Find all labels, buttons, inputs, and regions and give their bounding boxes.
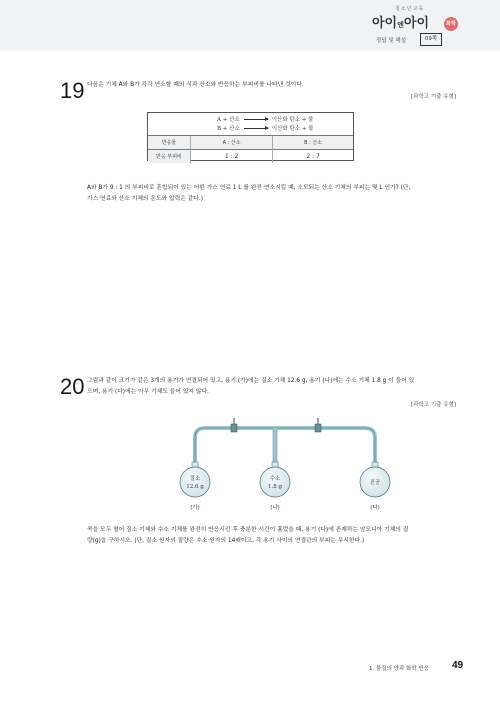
- table-header: B : 산소: [273, 136, 353, 150]
- question-20-text-line2: 으며, 용기 (다)에는 아무 기체도 들어 있지 않다.: [87, 389, 209, 395]
- connected-flasks-diagram: [165, 418, 395, 514]
- table-cell: 2 : 7: [273, 150, 353, 164]
- footer-section-title: 1. 물질의 양과 화학 반응: [369, 666, 430, 672]
- equation-a-left: A + 산소: [217, 117, 240, 123]
- question-19-prompt-line2: 가스 연료와 산소 기체의 온도와 압력은 같다.): [87, 196, 203, 202]
- flask-da-label1: 진공: [369, 480, 381, 486]
- brand-main-b: 아이: [403, 16, 430, 31]
- table-cell: 1 : 2: [191, 150, 273, 164]
- table-row-label: 반응 부피비: [148, 150, 191, 164]
- question-20-text-line1: 그림과 같이 크기가 같은 3개의 용기가 연결되어 있고, 용기 (가)에는 질소 기체 12.6 g, 용기 (나)에는 수소 기체 1.8 g 이 들어 있: [87, 378, 415, 384]
- stopcock-left-icon: [231, 418, 237, 432]
- flask-ga-label2: 12.6 g: [186, 484, 204, 490]
- brand-mid: 엔: [397, 21, 404, 29]
- question-20-source: [과학고 기출 유형]: [411, 402, 456, 408]
- stopcock-right-icon: [315, 418, 321, 432]
- answer-reference-page: 09쪽: [420, 33, 442, 46]
- flask-na-label1: 수소: [269, 476, 281, 482]
- table-header-row: [148, 136, 353, 150]
- arrow-icon: [244, 128, 268, 129]
- question-19-prompt-line1: A와 B가 9 : 1 의 부피비로 혼합되어 있는 어떤 가스 연료 1 L 를 완전 연소시킬 때, 소모되는 산소 기체의 부피는 몇 L 인가? (단,: [87, 185, 411, 191]
- flask-ga-caption: (가): [190, 505, 200, 511]
- equation-a-right: 이산화 탄소 + 물: [271, 117, 314, 123]
- flask-na-label2: 1.8 g: [267, 484, 283, 490]
- question-number-20: 20: [60, 374, 85, 399]
- equation-a: [217, 115, 313, 123]
- volume-ratio-table: [148, 135, 353, 163]
- table-header: 반응물: [148, 136, 191, 150]
- equation-b-right: 이산화 탄소 + 물: [271, 126, 314, 132]
- question-20-prompt-line2: 량(g)을 구하시오. (단, 질소 원자의 질량은 수소 원자의 14배이고, 각 용기 사이의 연결관의 부피는 무시한다.): [87, 538, 365, 544]
- flask-da-caption: (다): [370, 505, 380, 511]
- question-19-source: [과학고 기출 유형]: [411, 94, 456, 100]
- table-row: [148, 150, 353, 164]
- question-20-prompt-line1: 콕을 모두 열어 질소 기체와 수소 기체를 완전히 반응시킨 후 충분한 시간이 흘렀을 때, 용기 (다)에 존재하는 암모니아 기체의 질: [87, 527, 409, 533]
- subject-badge: 화학: [444, 17, 458, 31]
- question-number-19: 19: [60, 78, 85, 103]
- equation-b-left: B + 산소: [217, 126, 240, 132]
- arrow-icon: [244, 119, 268, 120]
- reaction-table-box: [147, 112, 354, 161]
- flask-ga-label1: 질소: [189, 476, 201, 482]
- brand-main-a: 아이: [372, 16, 398, 31]
- page-number: 49: [452, 660, 464, 671]
- answer-reference-label: 정답 및 해설: [376, 38, 407, 44]
- equation-b: [217, 124, 314, 132]
- brand-subtitle: 청소년교육: [395, 6, 425, 12]
- flask-na-caption: (나): [270, 505, 280, 511]
- table-header: A : 산소: [191, 136, 273, 150]
- brand-logo: [372, 12, 429, 31]
- question-19-text: 다음은 기체 A와 B가 각각 연소할 때의 식과 산소와 반응하는 부피비를 나타낸 것이다.: [87, 82, 304, 88]
